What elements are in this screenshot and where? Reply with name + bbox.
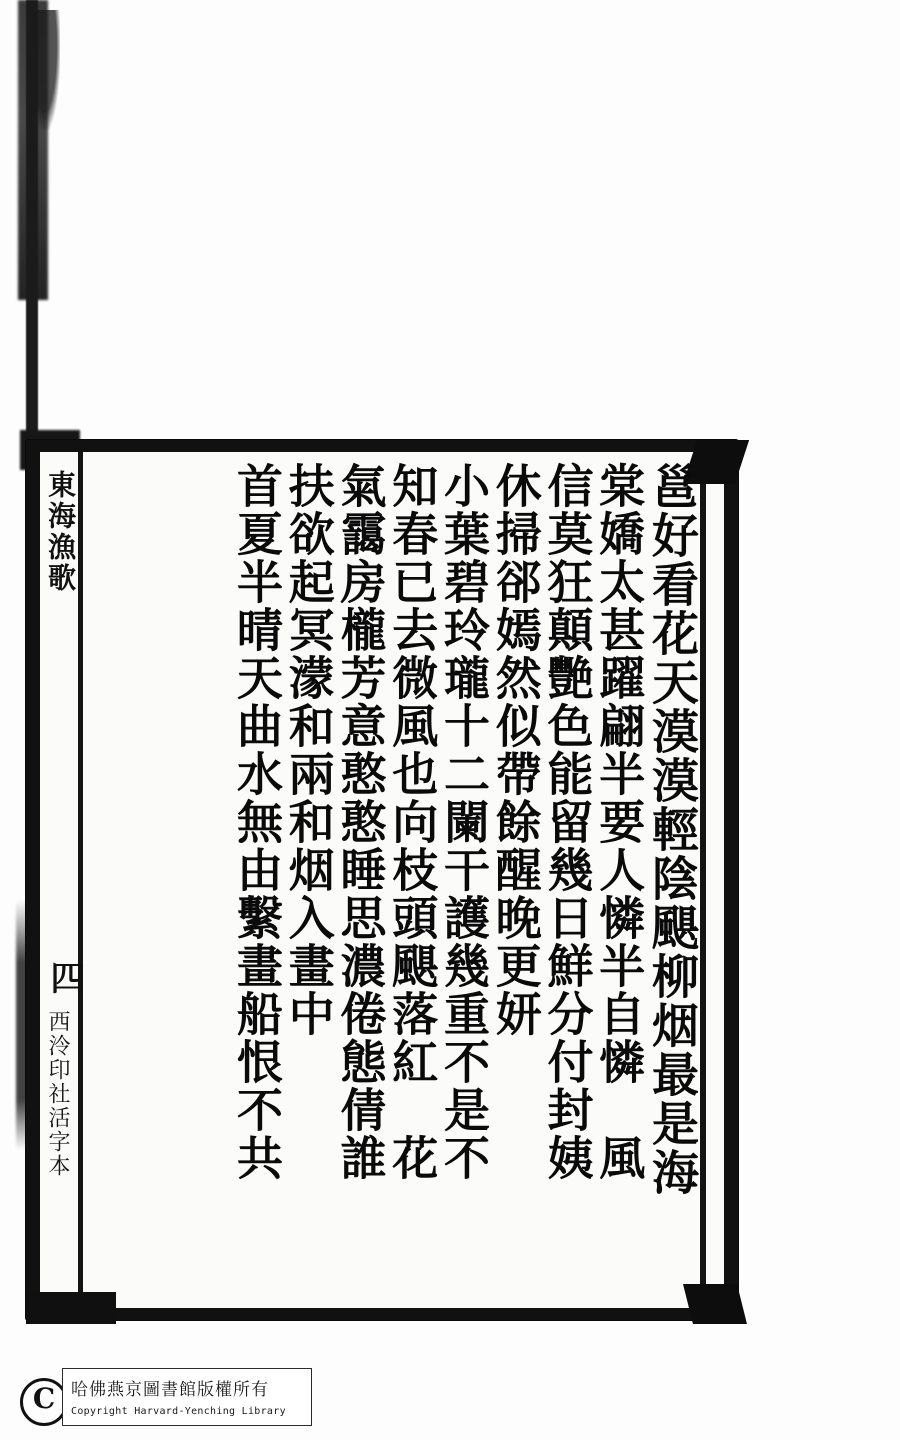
frame-rule-right [700,452,706,1308]
library-copyright-stamp [62,1368,312,1426]
stamp-text-chinese: 哈佛燕京圖書館版權所有 [71,1380,269,1400]
text-column: 首夏半晴天曲水無由繫畫船恨不共 [229,462,284,1182]
text-column: 扶欲起冥濛和兩和烟入畫中 [281,462,336,1038]
text-column: 休掃郤嫣然似帶餘醒晚更妍 [488,462,543,1038]
stamp-text-english: Copyright Harvard-Yenching Library [71,1406,286,1417]
scan-artifact-blotch [34,10,60,130]
text-column: 知春已去微風也向枝頭颶落紅 花 [385,462,440,1182]
text-column: 小葉碧玲瓏十二闌干護幾重不是不 [436,462,491,1182]
text-column: 氣靄房櫳芳意憨憨睡思濃倦態倩誰 [333,462,388,1182]
imprint-note: 西泠印社活字本 [45,1010,70,1178]
running-title: 東海漁歌 [44,470,77,594]
copyright-mark: C [20,1378,68,1426]
text-body [84,462,699,1302]
text-column: 棠嬌太甚躍翩半要人憐半自憐 風 [592,462,647,1182]
text-column: 邕好看花天漠漠輕陰颶柳烟最是海 [644,462,699,1197]
page-number: 四 [44,960,84,994]
text-column: 信莫狂顛艷色能留幾日鮮分付封姨 [540,462,595,1182]
